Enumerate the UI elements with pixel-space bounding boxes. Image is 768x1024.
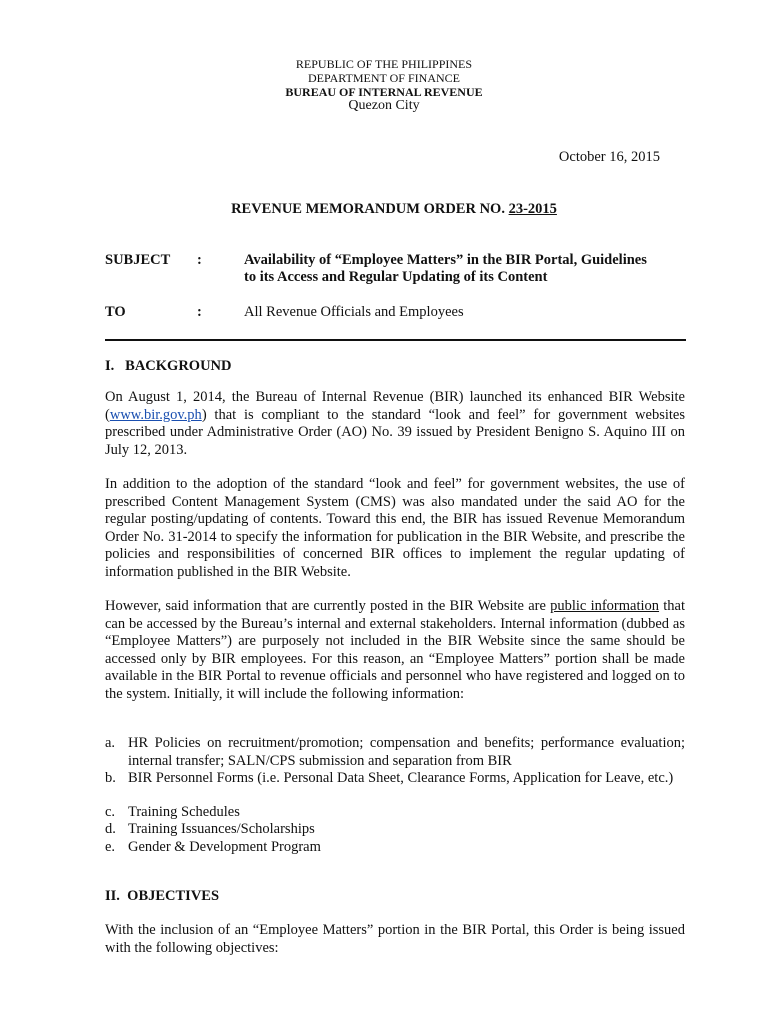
list-marker: b.: [105, 770, 116, 786]
divider-rule: [105, 339, 686, 341]
background-paragraph-1: [105, 389, 685, 459]
list-item: [105, 770, 685, 788]
subject-line-1: Availability of “Employee Matters” in the BIR Portal, Guidelines: [244, 252, 647, 268]
bg-p1-text-a: On August 1, 2014, the Bureau of Internal Revenue (BIR) launched its enhanced BIR Website (: [105, 389, 685, 423]
background-paragraph-2: In addition to the adoption of the standard “look and feel” for government websites, the use of prescribed Content Management System (CMS) was also mandated under the said AO for the regular posting/updating of contents. Toward this end, the BIR has issued Revenue Memorandum Order No. 31-2014 to specify the information for publication in the BIR Website, and prescribe the policies and responsibilities of concerned BIR offices to implement the regular updating of information published in the BIR Website.: [105, 476, 685, 580]
header-department: DEPARTMENT OF FINANCE: [308, 71, 460, 85]
list-item: [105, 839, 685, 857]
list-text: HR Policies on recruitment/promotion; compensation and benefits; performance evaluation; internal transfer; SALN/CPS submission and separation from BIR: [128, 735, 685, 769]
memo-title: [0, 201, 768, 218]
bg-p1-text-b: ) that is compliant to the standard “look and feel” for government websites prescribed under Administrative Order (AO) No. 39 issued by President Benigno S. Aquino III on July 12, 2013.: [105, 406, 685, 458]
list-text: BIR Personnel Forms (i.e. Personal Data Sheet, Clearance Forms, Application for Leave, etc.): [128, 770, 674, 786]
subject-line-2: to its Access and Regular Updating of its Content: [244, 269, 548, 285]
objectives-paragraph-1: With the inclusion of an “Employee Matters” portion in the BIR Portal, this Order is being issued with the following objectives:: [105, 922, 685, 956]
document-date: October 16, 2015: [558, 149, 660, 165]
list-text: Gender & Development Program: [128, 839, 321, 855]
public-information-text: public information: [550, 598, 660, 614]
header-republic: REPUBLIC OF THE PHILIPPINES: [295, 57, 473, 71]
header-city: Quezon City: [348, 98, 420, 113]
section-background-heading: I. BACKGROUND: [105, 358, 232, 374]
bg-p3-text-a: However, said information that are currently posted in the BIR Website are: [105, 598, 551, 614]
to-colon: :: [197, 304, 202, 320]
list-marker: e.: [105, 839, 116, 855]
list-marker: c.: [105, 804, 116, 820]
background-paragraph-3: [105, 598, 685, 703]
list-item: [105, 735, 685, 770]
subject-colon: :: [197, 252, 202, 268]
memo-title-prefix: REVENUE MEMORANDUM ORDER NO.: [231, 201, 509, 217]
memo-number: 23-2015: [508, 201, 557, 217]
subject-label: SUBJECT: [105, 252, 171, 268]
header-bureau: BUREAU OF INTERNAL REVENUE: [285, 85, 483, 99]
list-text: Training Schedules: [128, 804, 240, 820]
section-objectives-heading: II. OBJECTIVES: [105, 888, 220, 904]
to-label: TO: [105, 304, 126, 320]
list-marker: d.: [105, 821, 116, 837]
bg-p3-text-b: that can be accessed by the Bureau’s internal and external stakeholders. Internal information (dubbed as “Employee Matters”) are purposely not included in the BIR Website since the same should be accessed only by BIR employees. For this reason, an “Employee Matters” portion shall be made available in the BIR Portal to revenue officials and personnel who have registered and logged on to the system. Initially, it will include the following information:: [105, 598, 686, 702]
to-value: All Revenue Officials and Employees: [244, 304, 464, 320]
list-item: [105, 804, 685, 822]
list-text: Training Issuances/Scholarships: [128, 821, 315, 837]
list-marker: a.: [105, 735, 116, 751]
bir-website-link[interactable]: www.bir.gov.ph: [109, 406, 202, 423]
list-item: [105, 821, 685, 839]
